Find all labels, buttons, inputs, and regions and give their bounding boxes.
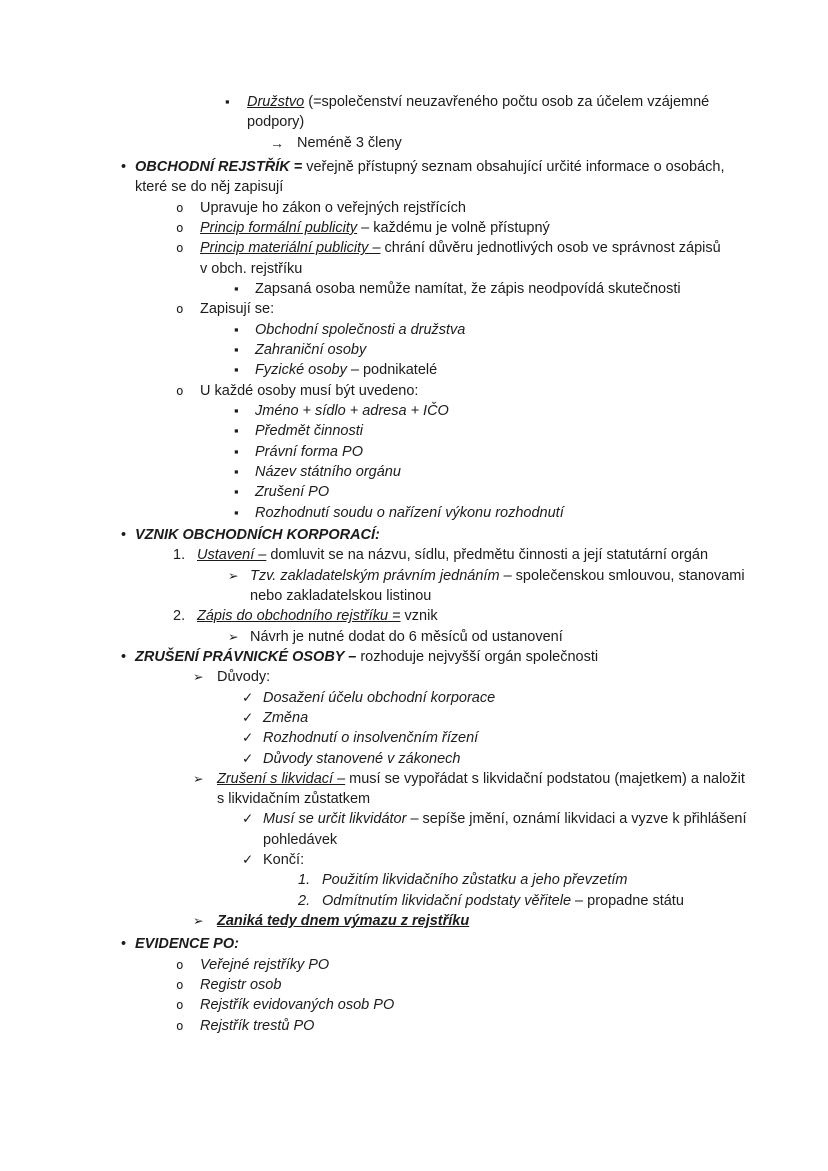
check-marker: ✓ [242, 709, 254, 725]
text-segment: Rejstřík evidovaných osob PO [200, 997, 395, 1014]
text-segment: Použitím likvidačního zůstatku a jeho převzetím [322, 872, 628, 889]
text-segment: – propadne státu [571, 892, 684, 909]
arrowhead-marker: ➢ [228, 629, 239, 644]
text-segment: Fyzické osoby – [255, 362, 359, 379]
text-segment: Rozhodnutí o insolvenčním řízení [263, 730, 479, 747]
square-marker: ▪ [234, 504, 239, 520]
list-item-line [0, 647, 828, 667]
square-marker: ▪ [234, 321, 239, 337]
text-segment: Ustavení – [197, 547, 267, 564]
list-item-line [0, 667, 828, 687]
circle-marker: o [176, 997, 184, 1013]
list-item-line [0, 688, 828, 708]
check-marker: ✓ [242, 730, 254, 746]
list-item-line [0, 708, 828, 728]
list-item-line [0, 975, 828, 995]
circle-marker: o [176, 382, 184, 398]
text-segment: pohledávek [263, 831, 338, 848]
text-segment: veřejně přístupný seznam obsahující určité informace o osobách, [302, 158, 725, 175]
text-segment: Důvody stanovené v zákonech [263, 750, 461, 767]
dot-marker: • [121, 158, 127, 175]
list-item-line [0, 995, 828, 1015]
num2-marker: 2. [298, 892, 311, 909]
square-marker: ▪ [234, 463, 239, 479]
text-segment: Rejstřík trestů PO [200, 1017, 315, 1034]
list-item-line [0, 401, 828, 421]
text-segment: které se do něj zapisují [135, 179, 284, 196]
text-segment: Veřejné rejstříky PO [200, 956, 330, 973]
text-segment: Princip materiální publicity – [200, 240, 381, 257]
text-segment: VZNIK OBCHODNÍCH KORPORACÍ: [135, 526, 380, 543]
text-segment: Název státního orgánu [255, 463, 401, 480]
list-item-line [0, 911, 828, 931]
text-segment: Návrh je nutné dodat do 6 měsíců od ustanovení [250, 628, 563, 645]
list-item-line [0, 482, 828, 502]
square-marker: ▪ [234, 484, 239, 500]
text-segment: OBCHODNÍ REJSTŘÍK = [135, 158, 303, 175]
square-marker: ▪ [234, 402, 239, 418]
text-segment: U každé osoby musí být uvedeno: [200, 382, 419, 399]
list-item-continuation [0, 789, 828, 809]
circle-marker: o [176, 240, 184, 256]
list-item-line [0, 157, 828, 177]
text-segment: Družstvo [247, 94, 305, 110]
text-segment: rozhoduje nejvyšší orgán společnosti [356, 648, 599, 665]
text-segment: Zrušení s likvidací – [217, 770, 346, 787]
list-item-continuation [0, 830, 828, 850]
list-item-line [0, 340, 828, 360]
text-segment: podpory) [247, 114, 305, 131]
circle-marker: o [176, 219, 184, 235]
list-item-line [0, 545, 828, 565]
list-item-continuation [0, 586, 828, 606]
text-segment: Právní forma PO [255, 443, 363, 460]
square-marker: ▪ [234, 443, 239, 459]
text-segment: EVIDENCE PO: [135, 936, 239, 953]
circle-marker: o [176, 977, 184, 993]
square-marker: ▪ [234, 341, 239, 357]
text-segment: Změna [263, 709, 309, 726]
check-marker: ✓ [242, 689, 254, 705]
text-segment: (=společenství neuzavřeného počtu osob za účelem vzájemné [304, 94, 710, 110]
dot-marker: • [121, 936, 127, 953]
list-item-line [0, 92, 828, 112]
arrowhead-marker: ➢ [193, 670, 204, 685]
text-segment: domluvit se na názvu, sídlu, předmětu činnosti a její statutární orgán [266, 547, 709, 564]
num1-marker: 1. [173, 547, 186, 564]
text-segment: Zahraniční osoby [255, 341, 367, 358]
text-segment: – sepíše jmění, oznámí likvidaci a vyzve k přihlášení [406, 811, 747, 828]
list-item-line [0, 566, 828, 586]
list-item-line [0, 749, 828, 769]
text-segment: Dosažení účelu obchodní korporace [263, 689, 496, 706]
list-item-line [0, 891, 828, 911]
arrow-marker: → [270, 134, 284, 151]
text-segment: Obchodní společnosti a družstva [255, 321, 466, 338]
text-segment: Musí se určit likvidátor [263, 811, 407, 828]
square-marker: ▪ [225, 94, 230, 109]
list-item-line [0, 462, 828, 482]
list-item-line [0, 769, 828, 789]
text-segment: Tzv. zakladatelským právním jednáním – [250, 567, 512, 584]
arrowhead-marker: ➢ [228, 568, 239, 583]
text-segment: Jméno + sídlo + adresa + IČO [255, 402, 449, 419]
check-marker: ✓ [242, 811, 254, 827]
list-item-line [0, 606, 828, 626]
list-item-line [0, 627, 828, 647]
list-item-line [0, 870, 828, 890]
list-item-continuation [0, 177, 828, 197]
list-item-line [0, 934, 828, 954]
list-item-line [0, 299, 828, 319]
text-segment: s likvidačním zůstatkem [217, 791, 371, 808]
text-segment: Rozhodnutí soudu o nařízení výkonu rozhodnutí [255, 504, 564, 521]
circle-marker: o [176, 956, 184, 972]
text-segment: podnikatelé [358, 362, 438, 379]
text-segment: společenskou smlouvou, stanovami [511, 567, 745, 584]
list-item-line [0, 218, 828, 238]
circle-marker: o [176, 1017, 184, 1033]
list-item-line [0, 728, 828, 748]
text-segment: Zapsaná osoba nemůže namítat, že zápis neodpovídá skutečnosti [255, 280, 681, 297]
text-segment: Důvody: [217, 669, 271, 686]
text-segment: Končí: [263, 852, 305, 869]
arrowhead-marker: ➢ [193, 771, 204, 786]
text-segment: vznik [400, 608, 438, 625]
document-content [0, 92, 828, 1036]
list-item-line [0, 381, 828, 401]
text-segment: – každému je volně přístupný [357, 219, 550, 236]
text-segment: Upravuje ho zákon o veřejných rejstřících [200, 199, 466, 216]
circle-marker: o [176, 301, 184, 317]
square-marker: ▪ [234, 362, 239, 378]
text-segment: v obch. rejstříku [200, 260, 303, 277]
list-item-line [0, 850, 828, 870]
dot-marker: • [121, 526, 127, 543]
text-segment: Zaniká tedy dnem výmazu z rejstříku [217, 913, 470, 930]
text-segment: ZRUŠENÍ PRÁVNICKÉ OSOBY – [135, 648, 357, 665]
list-item-line [0, 360, 828, 380]
list-item-line [0, 198, 828, 218]
list-item-continuation [0, 112, 828, 132]
check-marker: ✓ [242, 852, 254, 868]
list-item-line [0, 421, 828, 441]
list-item-line [0, 503, 828, 523]
square-marker: ▪ [234, 423, 239, 439]
arrowhead-marker: ➢ [193, 914, 204, 929]
text-segment: Odmítnutím likvidační podstaty věřitele [322, 892, 572, 909]
check-marker: ✓ [242, 750, 254, 766]
text-segment: Princip formální publicity [200, 219, 358, 236]
text-segment: nebo zakladatelskou listinou [250, 587, 432, 604]
square-marker: ▪ [234, 280, 239, 296]
list-item-line [0, 525, 828, 545]
list-item-line [0, 238, 828, 258]
list-item-line [0, 955, 828, 975]
text-segment: Zrušení PO [255, 484, 330, 501]
list-item-line [0, 1016, 828, 1036]
num1-marker: 1. [298, 872, 311, 889]
text-segment: Registr osob [200, 977, 282, 994]
circle-marker: o [176, 199, 184, 215]
list-item-continuation [0, 259, 828, 279]
list-item-line [0, 320, 828, 340]
text-segment: Předmět činnosti [255, 423, 363, 440]
text-segment: Zapisují se: [200, 301, 275, 318]
dot-marker: • [121, 648, 127, 665]
num2-marker: 2. [173, 608, 186, 625]
text-segment: musí se vypořádat s likvidační podstatou (majetkem) a naložit [345, 770, 745, 787]
text-segment: Neméně 3 členy [297, 134, 402, 151]
list-item-line [0, 279, 828, 299]
list-item-line [0, 809, 828, 829]
list-item-line [0, 442, 828, 462]
text-segment: Zápis do obchodního rejstříku = [197, 608, 401, 625]
list-item-line [0, 133, 828, 153]
text-segment: chrání důvěru jednotlivých osob ve správnost zápisů [380, 240, 721, 257]
